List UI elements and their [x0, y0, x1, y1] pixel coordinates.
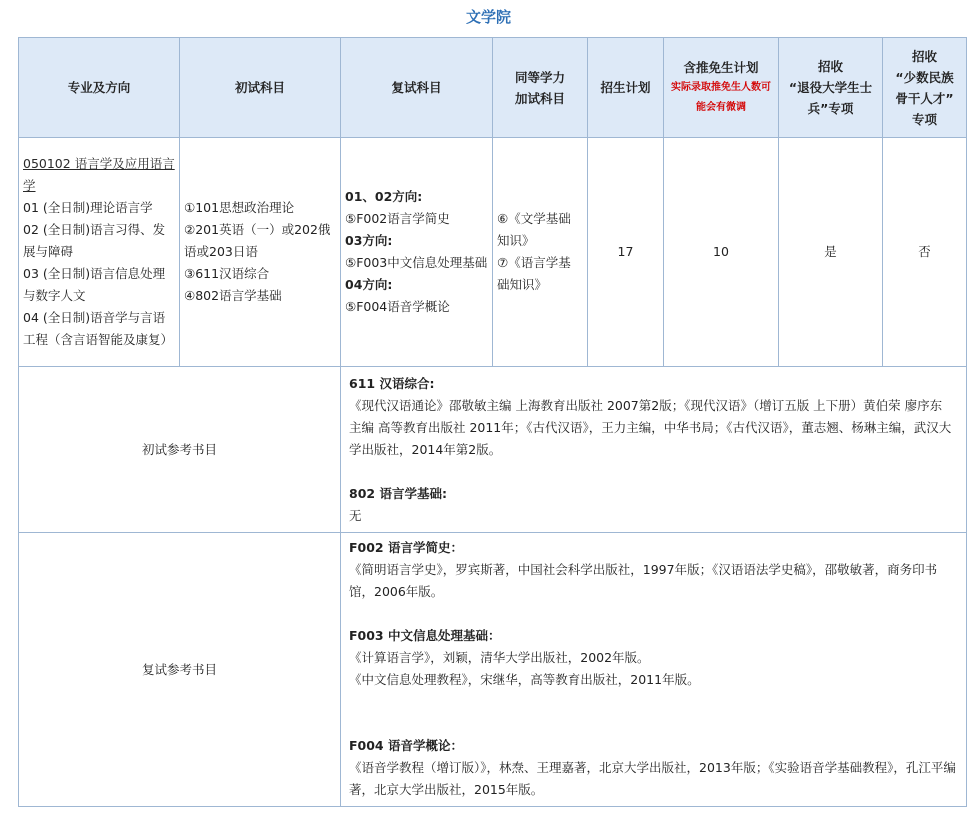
major-link[interactable]: 050102 语言学及应用语言学	[23, 156, 175, 193]
header-exempt: 含推免生计划 实际录取推免生人数可 能会有微调	[664, 38, 779, 138]
direction-item: 03 (全日制)语言信息处理与数字人文	[23, 266, 166, 303]
header-first-exam: 初试科目	[180, 38, 341, 138]
plan-value: 17	[588, 138, 664, 367]
header-minority: 招收 “少数民族 骨干人才” 专项	[883, 38, 967, 138]
first-exam-cell: ①101思想政治理论 ②201英语（一）或202俄语或203日语 ③611汉语综合 ④802语言学基础	[180, 138, 341, 367]
exempt-value: 10	[664, 138, 779, 367]
header-equivalent: 同等学力 加试科目	[493, 38, 588, 138]
exempt-note: 能会有微调	[696, 102, 746, 113]
retest-refs-label: 复试参考书目	[19, 533, 341, 807]
retest-refs-content: F002 语言学简史： 《简明语言学史》，罗宾斯著，中国社会科学出版社，1997年版；《汉语语法学史稿》，邵敬敏著，商务印书馆，2006年版。 F003 中文信息处理基础： 《计算语言学》，刘颖，清华大学出版社，2002年版。 《中文信息处理教程》，宋继华，高等教育出版社，2011年版。 F004 语音学概论： 《语音学教程（增订版）》，林焘、王理嘉著，北京大学出版社，2013年版；《实验语音学基础教程》，孔江平编著，北京大学出版社，2015年版。	[341, 533, 967, 807]
admissions-table	[18, 37, 967, 807]
retest-refs-row	[19, 533, 967, 807]
major-cell	[19, 138, 180, 367]
first-refs-label: 初试参考书目	[19, 367, 341, 533]
direction-item: 04 (全日制)语音学与言语工程（含言语智能及康复）	[23, 310, 174, 347]
direction-item: 01 (全日制)理论语言学	[23, 200, 153, 215]
header-plan: 招生计划	[588, 38, 664, 138]
page-title: 文学院	[465, 8, 511, 26]
first-refs-row	[19, 367, 967, 533]
veteran-value: 是	[779, 138, 883, 367]
header-retest: 复试科目	[341, 38, 493, 138]
equivalent-cell: ⑥《文学基础知识》 ⑦《语言学基础知识》	[493, 138, 588, 367]
minority-value: 否	[883, 138, 967, 367]
header-row	[19, 38, 967, 138]
header-major: 专业及方向	[19, 38, 180, 138]
retest-cell: 01、02方向: ⑤F002语言学简史 03方向: ⑤F003中文信息处理基础 04方向: ⑤F004语音学概论	[341, 138, 493, 367]
table-row	[19, 138, 967, 367]
direction-item: 02 (全日制)语言习得、发展与障碍	[23, 222, 166, 259]
exempt-note: 实际录取推免生人数可	[671, 82, 771, 93]
header-veteran: 招收 “退役大学生士 兵”专项	[779, 38, 883, 138]
first-refs-content: 611 汉语综合: 《现代汉语通论》邵敬敏主编 上海教育出版社 2007第2版；《现代汉语》（增订五版 上下册）黄伯荣 廖序东 主编 高等教育出版社 2011年；《古代汉语》，王力主编，中华书局；《古代汉语》，董志翘、杨琳主编，武汉大学出版社，2014年第2版。 802 语言学基础: 无	[341, 367, 967, 533]
